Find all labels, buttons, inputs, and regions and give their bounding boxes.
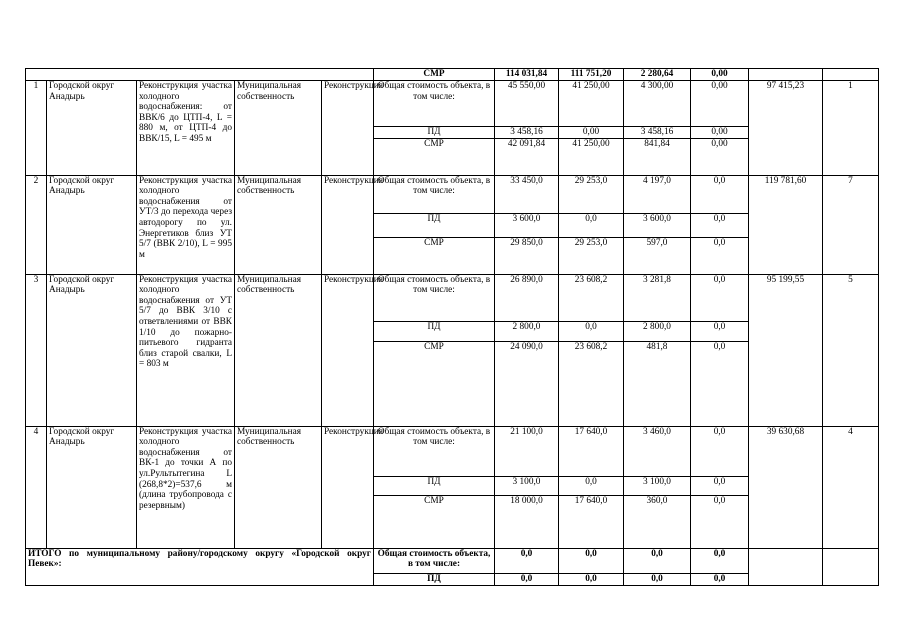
rank-value: 4 [823, 426, 879, 548]
project-row: 2 Городской округ Анадырь Реконструкция участка холодного водоснабжения от УТ/3 до перехода через автодорогу по ул. Энергетиков близ УТ 5/7 (ВВК 2/10), L = 995 м Муниципальная собственность Реконструкция Общая стоимость объекта, в том числе: 33 450,0 29 253,0 4 197,0 0,0 119 781,60 7 [26, 175, 879, 213]
extra-value: 95 199,55 [749, 274, 823, 426]
pd-row: ПД 3 600,0 0,0 3 600,0 0,0 [26, 213, 879, 237]
project-row: 4 Городской округ Анадырь Реконструкция участка холодного водоснабжения от ВК-1 до точки А по ул.Рультытегина L (268,8*2)=537,6 м (длина трубопровода с резервным) Муниципальная собственность Реконструкция Общая стоимость объекта, в том числе: 21 100,0 17 640,0 3 460,0 0,0 39 630,68 4 [26, 426, 879, 476]
pd-row: ПД 3 100,0 0,0 3 100,0 0,0 [26, 476, 879, 495]
description-cell: Реконструкция участка холодного водоснабжения от УТ/3 до перехода через автодорогу по ул. Энергетиков близ УТ 5/7 (ВВК 2/10), L = 995 м [137, 175, 235, 274]
pd-row: ПД 2 800,0 0,0 2 800,0 0,0 [26, 321, 879, 341]
ownership-cell: Муниципальная собственность [235, 274, 322, 426]
work-type-cell: Реконструкция [322, 81, 374, 176]
total-label: Общая стоимость объекта, в том числе: [374, 426, 495, 476]
ownership-cell: Муниципальная собственность [235, 175, 322, 274]
district-cell: Городской округ Анадырь [47, 81, 137, 176]
row-number: 2 [26, 175, 47, 274]
summary-total-label: Общая стоимость объекта, в том числе: [374, 548, 495, 573]
row-number: 3 [26, 274, 47, 426]
total-label: Общая стоимость объекта, в том числе: [374, 274, 495, 321]
work-type-cell: Реконструкция [322, 175, 374, 274]
investment-table [25, 68, 879, 586]
rank-value: 7 [823, 175, 879, 274]
extra-value: 39 630,68 [749, 426, 823, 548]
extra-value: 97 415,23 [749, 81, 823, 176]
smr-row: СМР 29 850,0 29 253,0 597,0 0,0 [26, 237, 879, 274]
summary-pd-row: ПД 0,0 0,0 0,0 0,0 [26, 573, 879, 585]
work-type-cell: Реконструкция [322, 426, 374, 548]
row-number: 1 [26, 81, 47, 176]
smr-row: СМР 42 091,84 41 250,00 841,84 0,00 [26, 138, 879, 175]
description-cell: Реконструкция участка холодного водоснабжения от УТ 5/7 до ВВК 3/10 с ответвлениями от ВВК 1/10 до пожарно-питьевого гидранта близ старой свалки, L = 803 м [137, 274, 235, 426]
type-label: СМР [374, 69, 495, 81]
project-row: 3 Городской округ Анадырь Реконструкция участка холодного водоснабжения от УТ 5/7 до ВВК 3/10 с ответвлениями от ВВК 1/10 до пожарно-питьевого гидранта близ старой свалки, L = 803 м Муниципальная собственность Реконструкция Общая стоимость объекта, в том числе: 26 890,0 23 608,2 3 281,8 0,0 95 199,55 5 [26, 274, 879, 321]
description-cell: Реконструкция участка холодного водоснабжения от ВК-1 до точки А по ул.Рультытегина L (268,8*2)=537,6 м (длина трубопровода с резервным) [137, 426, 235, 548]
district-cell: Городской округ Анадырь [47, 426, 137, 548]
total-label: Общая стоимость объекта, в том числе: [374, 81, 495, 127]
total-label: Общая стоимость объекта, в том числе: [374, 175, 495, 213]
ownership-cell: Муниципальная собственность [235, 81, 322, 176]
summary-label: ИТОГО по муниципальному району/городскому округу «Городской округ Певек»: [26, 548, 374, 585]
project-row: 1 Городской округ Анадырь Реконструкция участка холодного водоснабжения: от ВВК/6 до ЦТП-4, L = 880 м, от ЦТП-4 до ВВК/15, L = 495 м Муниципальная собственность Реконструкция Общая стоимость объекта, в том числе: 45 550,00 41 250,00 4 300,00 0,00 97 415,23 1 [26, 81, 879, 127]
smr-row: СМР 18 000,0 17 640,0 360,0 0,0 [26, 495, 879, 548]
description-cell: Реконструкция участка холодного водоснабжения: от ВВК/6 до ЦТП-4, L = 880 м, от ЦТП-4 до ВВК/15, L = 495 м [137, 81, 235, 176]
ownership-cell: Муниципальная собственность [235, 426, 322, 548]
extra-value: 119 781,60 [749, 175, 823, 274]
top-smr-row: СМР 114 031,84 111 751,20 2 280,64 0,00 [26, 69, 879, 81]
district-cell: Городской округ Анадырь [47, 175, 137, 274]
smr-row: СМР 24 090,0 23 608,2 481,8 0,0 [26, 341, 879, 426]
rank-value: 1 [823, 81, 879, 176]
summary-row: ИТОГО по муниципальному району/городскому округу «Городской округ Певек»: Общая стоимость объекта, в том числе: 0,0 0,0 0,0 0,0 [26, 548, 879, 573]
row-number: 4 [26, 426, 47, 548]
work-type-cell: Реконструкция [322, 274, 374, 426]
rank-value: 5 [823, 274, 879, 426]
district-cell: Городской округ Анадырь [47, 274, 137, 426]
pd-row: ПД 3 458,16 0,00 3 458,16 0,00 [26, 127, 879, 139]
